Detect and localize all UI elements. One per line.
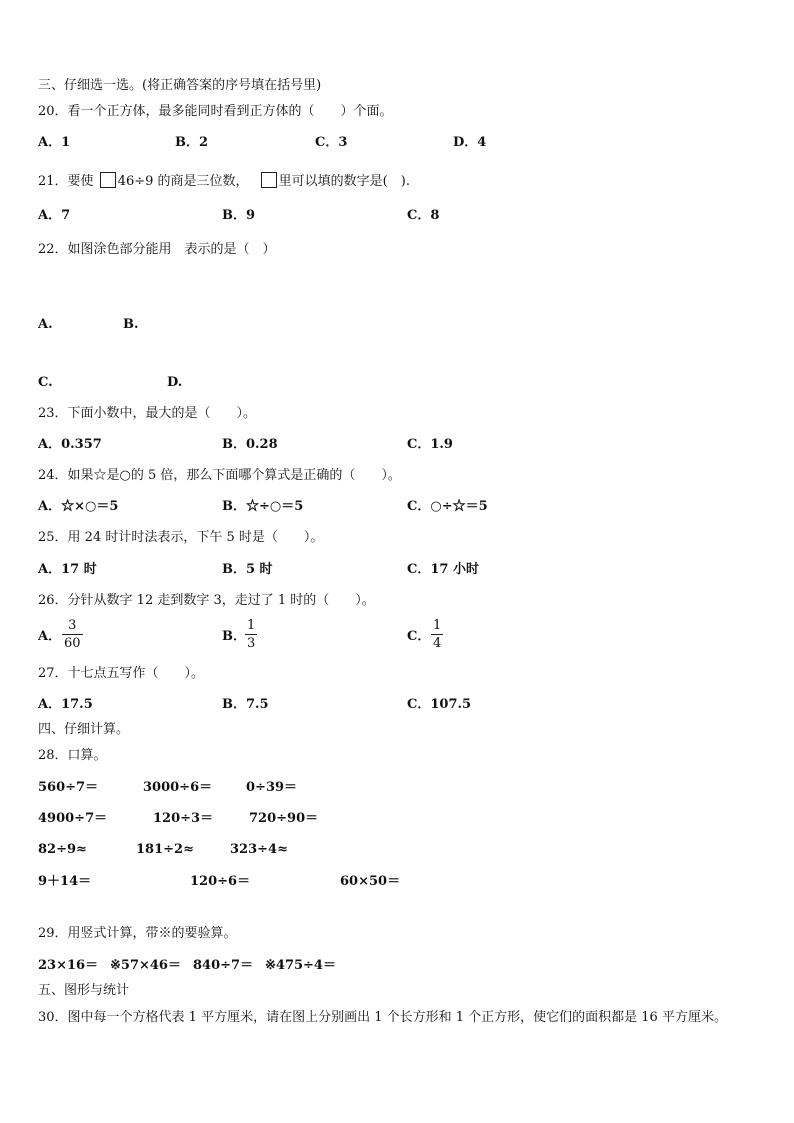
q25-option-a: A．17 时 (38, 562, 97, 577)
question-30-stem: 30．图中每一个方格代表 1 平方厘米，请在图上分别画出 1 个长方形和 1 个正方形，使它们的面积都是 16 平方厘米。 (38, 1010, 727, 1025)
q23-option-c: C．1.9 (407, 437, 453, 452)
q20-option-d: D．4 (453, 135, 487, 150)
calc-item: 181÷2≈ (136, 842, 194, 857)
calc-item: 323÷4≈ (230, 842, 288, 857)
q21-text-2: 46÷9 的商是三位数， (117, 174, 249, 189)
calc-item: 23×16＝ (38, 958, 99, 973)
denominator: 4 (433, 636, 442, 651)
calc-item: 120÷6＝ (190, 874, 251, 889)
question-28-stem: 28．口算。 (38, 748, 107, 763)
q22-option-d: D. (167, 375, 183, 390)
question-20-stem: 20．看一个正方体，最多能同时看到正方体的（ ）个面。 (38, 104, 393, 119)
question-29-stem: 29．用竖式计算，带※的要验算。 (38, 926, 237, 941)
q21-text-3: 里可以填的数字是( ). (278, 174, 410, 189)
q27-option-a: A．17.5 (38, 697, 93, 712)
q22-option-a: A. (38, 317, 53, 332)
question-21-stem (38, 172, 410, 190)
q21-option-a: A．7 (38, 208, 71, 223)
q25-option-c: C．17 小时 (407, 562, 479, 577)
q21-option-b: B．9 (222, 208, 256, 223)
q22-option-b: B. (123, 317, 139, 332)
calc-item: 560÷7＝ (38, 780, 99, 795)
numerator: 3 (68, 618, 77, 633)
q20-option-a: A．1 (38, 135, 71, 150)
calc-item: 60×50＝ (340, 874, 401, 889)
q23-option-a: A．0.357 (38, 437, 102, 452)
calc-item: 120÷3＝ (153, 811, 214, 826)
q26-option-a-label: A． (38, 629, 62, 644)
question-23-stem: 23．下面小数中，最大的是（ ）。 (38, 406, 257, 421)
calc-item: ※475÷4＝ (265, 958, 336, 973)
numerator: 1 (433, 618, 442, 633)
question-22-stem: 22．如图涂色部分能用 表示的是（ ） (38, 242, 276, 257)
section-5-heading: 五、图形与统计 (38, 983, 130, 998)
q26-option-c-fraction (431, 618, 443, 651)
section-4-heading: 四、仔细计算。 (38, 722, 130, 737)
q21-text-1: 21．要使 (38, 174, 94, 189)
q27-option-b: B．7.5 (222, 697, 269, 712)
blank-box-icon (100, 172, 116, 188)
denominator: 60 (64, 636, 81, 651)
calc-item: 840÷7＝ (193, 958, 254, 973)
calc-item: 3000÷6＝ (143, 780, 213, 795)
q26-option-a-fraction (62, 618, 83, 651)
q20-option-c: C．3 (315, 135, 348, 150)
question-27-stem: 27．十七点五写作（ ）。 (38, 666, 205, 681)
q22-option-c: C. (38, 375, 53, 390)
q24-option-c: C．○÷☆＝5 (407, 499, 488, 514)
question-26-stem: 26．分针从数字 12 走到数字 3，走过了 1 时的（ ）。 (38, 593, 375, 608)
calc-item: 0÷39＝ (246, 780, 298, 795)
q26-option-b-label: B． (222, 629, 246, 644)
calc-item: 82÷9≈ (38, 842, 87, 857)
q23-option-b: B．0.28 (222, 437, 278, 452)
q24-option-b: B．☆÷○＝5 (222, 499, 304, 514)
q21-option-c: C．8 (407, 208, 440, 223)
question-24-stem: 24．如果☆是○的 5 倍，那么下面哪个算式是正确的（ ）。 (38, 468, 401, 483)
calc-item: 4900÷7＝ (38, 811, 108, 826)
section-3-heading: 三、仔细选一选。(将正确答案的序号填在括号里) (38, 78, 322, 93)
q24-option-a: A．☆×○＝5 (38, 499, 119, 514)
q25-option-b: B．5 时 (222, 562, 273, 577)
denominator: 3 (247, 636, 256, 651)
blank-box-icon (261, 172, 277, 188)
q20-option-b: B．2 (175, 135, 209, 150)
calc-item: 9＋14＝ (38, 874, 92, 889)
numerator: 1 (247, 618, 256, 633)
q26-option-b-fraction (245, 618, 257, 651)
calc-item: 720÷90＝ (249, 811, 319, 826)
question-25-stem: 25．用 24 时计时法表示，下午 5 时是（ ）。 (38, 530, 324, 545)
q27-option-c: C．107.5 (407, 697, 472, 712)
q26-option-c-label: C． (407, 629, 431, 644)
calc-item: ※57×46＝ (110, 958, 181, 973)
